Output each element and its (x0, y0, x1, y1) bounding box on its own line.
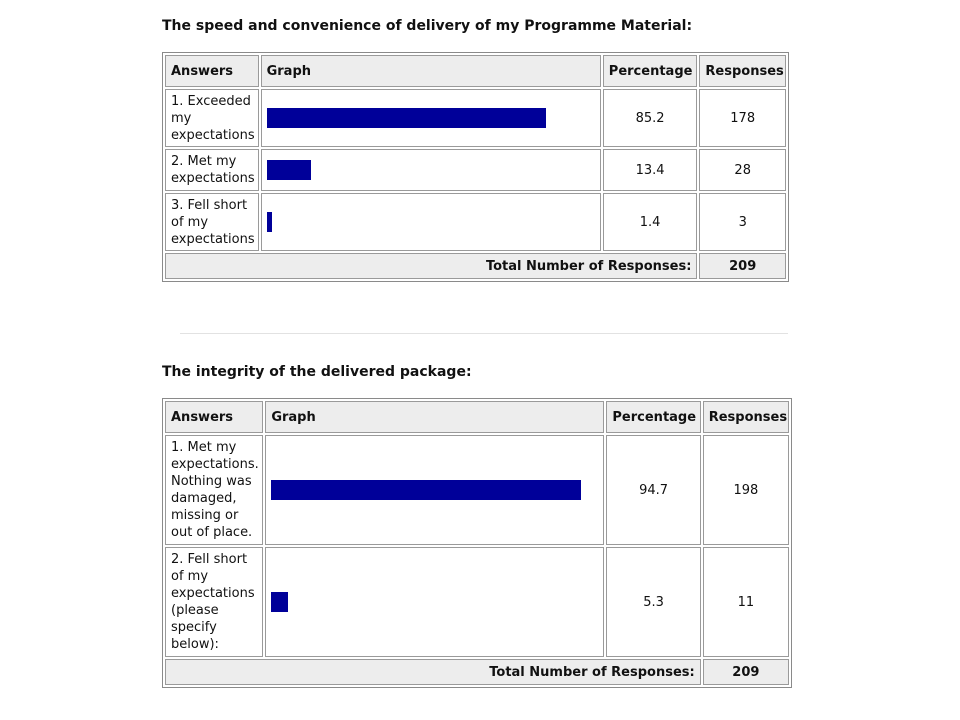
answer-label: 1. Exceeded my expectations (165, 89, 259, 147)
percentage-value: 1.4 (603, 193, 698, 251)
bar (267, 160, 311, 180)
question-title: The integrity of the delivered package: (162, 364, 472, 380)
responses-value: 3 (699, 193, 786, 251)
graph-cell (261, 149, 601, 191)
responses-value: 11 (703, 547, 789, 657)
table-row (165, 547, 789, 657)
table-row (165, 149, 786, 191)
bar (271, 480, 581, 500)
bar (271, 592, 288, 612)
table-row (165, 89, 786, 147)
responses-value: 198 (703, 435, 789, 545)
header-row (165, 401, 789, 433)
header-graph: Graph (265, 401, 604, 433)
header-percentage: Percentage (603, 55, 698, 87)
section-divider (180, 333, 788, 334)
bar (267, 212, 272, 232)
graph-cell (265, 547, 604, 657)
header-responses: Responses (703, 401, 789, 433)
answer-label: 2. Fell short of my expectations (please specify below): (165, 547, 263, 657)
total-label: Total Number of Responses: (165, 253, 697, 279)
header-percentage: Percentage (606, 401, 700, 433)
answer-label: 1. Met my expectations. Nothing was damaged, missing or out of place. (165, 435, 263, 545)
bar (267, 108, 546, 128)
header-graph: Graph (261, 55, 601, 87)
percentage-value: 94.7 (606, 435, 700, 545)
header-row (165, 55, 786, 87)
percentage-value: 5.3 (606, 547, 700, 657)
percentage-value: 85.2 (603, 89, 698, 147)
answer-label: 3. Fell short of my expectations (165, 193, 259, 251)
header-responses: Responses (699, 55, 786, 87)
table-row (165, 193, 786, 251)
total-label: Total Number of Responses: (165, 659, 701, 685)
total-value: 209 (703, 659, 789, 685)
table-row (165, 435, 789, 545)
total-value: 209 (699, 253, 786, 279)
responses-value: 178 (699, 89, 786, 147)
graph-cell (265, 435, 604, 545)
results-table (162, 398, 792, 688)
survey-question-1 (162, 14, 789, 282)
results-table (162, 52, 789, 282)
question-title: The speed and convenience of delivery of my Programme Material: (162, 18, 693, 34)
header-answers: Answers (165, 55, 259, 87)
graph-cell (261, 89, 601, 147)
total-row (165, 659, 789, 685)
total-row (165, 253, 786, 279)
responses-value: 28 (699, 149, 786, 191)
header-answers: Answers (165, 401, 263, 433)
graph-cell (261, 193, 601, 251)
answer-label: 2. Met my expectations (165, 149, 259, 191)
percentage-value: 13.4 (603, 149, 698, 191)
survey-question-2 (162, 360, 792, 688)
